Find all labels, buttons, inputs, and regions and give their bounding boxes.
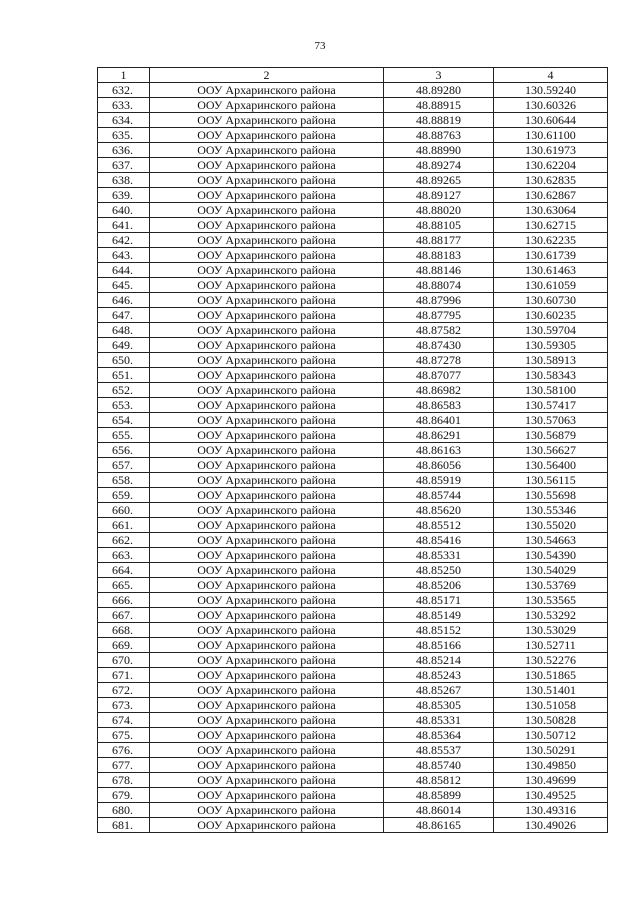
row-number-cell: 665. <box>98 578 150 593</box>
object-name-cell: ООУ Архаринского района <box>150 473 384 488</box>
row-number-cell: 660. <box>98 503 150 518</box>
longitude-cell: 130.53292 <box>494 608 608 623</box>
longitude-cell: 130.52276 <box>494 653 608 668</box>
longitude-cell: 130.56115 <box>494 473 608 488</box>
row-number-cell: 640. <box>98 203 150 218</box>
table-row <box>98 653 608 668</box>
object-name-cell: ООУ Архаринского района <box>150 758 384 773</box>
table-row <box>98 218 608 233</box>
longitude-cell: 130.49850 <box>494 758 608 773</box>
object-name-cell: ООУ Архаринского района <box>150 188 384 203</box>
longitude-cell: 130.61739 <box>494 248 608 263</box>
object-name-cell: ООУ Архаринского района <box>150 443 384 458</box>
latitude-cell: 48.85620 <box>384 503 494 518</box>
row-number-cell: 642. <box>98 233 150 248</box>
row-number-cell: 646. <box>98 293 150 308</box>
object-name-cell: ООУ Архаринского района <box>150 488 384 503</box>
latitude-cell: 48.87795 <box>384 308 494 323</box>
row-number-cell: 669. <box>98 638 150 653</box>
object-name-cell: ООУ Архаринского района <box>150 638 384 653</box>
object-name-cell: ООУ Архаринского района <box>150 128 384 143</box>
latitude-cell: 48.85206 <box>384 578 494 593</box>
table-row <box>98 578 608 593</box>
table-row <box>98 803 608 818</box>
row-number-cell: 656. <box>98 443 150 458</box>
longitude-cell: 130.50291 <box>494 743 608 758</box>
latitude-cell: 48.87996 <box>384 293 494 308</box>
latitude-cell: 48.88074 <box>384 278 494 293</box>
latitude-cell: 48.89274 <box>384 158 494 173</box>
row-number-cell: 638. <box>98 173 150 188</box>
object-name-cell: ООУ Архаринского района <box>150 518 384 533</box>
longitude-cell: 130.59305 <box>494 338 608 353</box>
row-number-cell: 655. <box>98 428 150 443</box>
longitude-cell: 130.49026 <box>494 818 608 833</box>
object-name-cell: ООУ Архаринского района <box>150 818 384 833</box>
longitude-cell: 130.61973 <box>494 143 608 158</box>
table-row <box>98 668 608 683</box>
table-row <box>98 293 608 308</box>
table-row <box>98 428 608 443</box>
object-name-cell: ООУ Архаринского района <box>150 608 384 623</box>
longitude-cell: 130.53565 <box>494 593 608 608</box>
latitude-cell: 48.87278 <box>384 353 494 368</box>
latitude-cell: 48.86982 <box>384 383 494 398</box>
table-row <box>98 743 608 758</box>
object-name-cell: ООУ Архаринского района <box>150 713 384 728</box>
table-row <box>98 758 608 773</box>
table-row <box>98 623 608 638</box>
row-number-cell: 647. <box>98 308 150 323</box>
table-row <box>98 398 608 413</box>
row-number-cell: 652. <box>98 383 150 398</box>
longitude-cell: 130.53769 <box>494 578 608 593</box>
latitude-cell: 48.85899 <box>384 788 494 803</box>
longitude-cell: 130.62204 <box>494 158 608 173</box>
row-number-cell: 675. <box>98 728 150 743</box>
table-row <box>98 83 608 98</box>
longitude-cell: 130.57063 <box>494 413 608 428</box>
table-row <box>98 98 608 113</box>
row-number-cell: 677. <box>98 758 150 773</box>
table-row <box>98 383 608 398</box>
object-name-cell: ООУ Архаринского района <box>150 293 384 308</box>
object-name-cell: ООУ Архаринского района <box>150 428 384 443</box>
table-row <box>98 608 608 623</box>
table-row <box>98 353 608 368</box>
table-row <box>98 503 608 518</box>
longitude-cell: 130.56627 <box>494 443 608 458</box>
longitude-cell: 130.61059 <box>494 278 608 293</box>
row-number-cell: 673. <box>98 698 150 713</box>
latitude-cell: 48.85512 <box>384 518 494 533</box>
table-row <box>98 368 608 383</box>
row-number-cell: 658. <box>98 473 150 488</box>
object-name-cell: ООУ Архаринского района <box>150 623 384 638</box>
longitude-cell: 130.52711 <box>494 638 608 653</box>
latitude-cell: 48.85267 <box>384 683 494 698</box>
row-number-cell: 672. <box>98 683 150 698</box>
object-name-cell: ООУ Архаринского района <box>150 203 384 218</box>
row-number-cell: 653. <box>98 398 150 413</box>
latitude-cell: 48.87582 <box>384 323 494 338</box>
table-row <box>98 458 608 473</box>
table-row <box>98 638 608 653</box>
row-number-cell: 666. <box>98 593 150 608</box>
table-row <box>98 338 608 353</box>
longitude-cell: 130.58100 <box>494 383 608 398</box>
latitude-cell: 48.89265 <box>384 173 494 188</box>
longitude-cell: 130.57417 <box>494 398 608 413</box>
row-number-cell: 671. <box>98 668 150 683</box>
object-name-cell: ООУ Архаринского района <box>150 773 384 788</box>
table-row <box>98 203 608 218</box>
row-number-cell: 634. <box>98 113 150 128</box>
longitude-cell: 130.56400 <box>494 458 608 473</box>
latitude-cell: 48.85243 <box>384 668 494 683</box>
latitude-cell: 48.86401 <box>384 413 494 428</box>
latitude-cell: 48.88990 <box>384 143 494 158</box>
longitude-cell: 130.61463 <box>494 263 608 278</box>
row-number-cell: 670. <box>98 653 150 668</box>
object-name-cell: ООУ Архаринского района <box>150 248 384 263</box>
latitude-cell: 48.85152 <box>384 623 494 638</box>
row-number-cell: 657. <box>98 458 150 473</box>
table-row <box>98 248 608 263</box>
table-row <box>98 233 608 248</box>
latitude-cell: 48.85171 <box>384 593 494 608</box>
longitude-cell: 130.53029 <box>494 623 608 638</box>
table-row <box>98 533 608 548</box>
latitude-cell: 48.88020 <box>384 203 494 218</box>
page-number: 73 <box>314 40 326 52</box>
row-number-cell: 668. <box>98 623 150 638</box>
table-row <box>98 308 608 323</box>
object-name-cell: ООУ Архаринского района <box>150 83 384 98</box>
latitude-cell: 48.85331 <box>384 548 494 563</box>
latitude-cell: 48.85305 <box>384 698 494 713</box>
longitude-cell: 130.51865 <box>494 668 608 683</box>
object-name-cell: ООУ Архаринского района <box>150 323 384 338</box>
table-row <box>98 158 608 173</box>
row-number-cell: 663. <box>98 548 150 563</box>
object-name-cell: ООУ Архаринского района <box>150 158 384 173</box>
longitude-cell: 130.58913 <box>494 353 608 368</box>
column-header-2: 2 <box>150 68 384 83</box>
row-number-cell: 649. <box>98 338 150 353</box>
table-row <box>98 443 608 458</box>
row-number-cell: 667. <box>98 608 150 623</box>
longitude-cell: 130.56879 <box>494 428 608 443</box>
longitude-cell: 130.60235 <box>494 308 608 323</box>
row-number-cell: 674. <box>98 713 150 728</box>
column-header-3: 3 <box>384 68 494 83</box>
latitude-cell: 48.85166 <box>384 638 494 653</box>
row-number-cell: 676. <box>98 743 150 758</box>
table-body <box>98 83 608 833</box>
latitude-cell: 48.86163 <box>384 443 494 458</box>
longitude-cell: 130.62867 <box>494 188 608 203</box>
object-name-cell: ООУ Архаринского района <box>150 353 384 368</box>
latitude-cell: 48.88183 <box>384 248 494 263</box>
table-row <box>98 173 608 188</box>
row-number-cell: 633. <box>98 98 150 113</box>
longitude-cell: 130.60326 <box>494 98 608 113</box>
longitude-cell: 130.62235 <box>494 233 608 248</box>
table-row <box>98 548 608 563</box>
column-header-1: 1 <box>98 68 150 83</box>
object-name-cell: ООУ Архаринского района <box>150 233 384 248</box>
table-row <box>98 143 608 158</box>
table-row <box>98 128 608 143</box>
latitude-cell: 48.85812 <box>384 773 494 788</box>
latitude-cell: 48.89280 <box>384 83 494 98</box>
latitude-cell: 48.86583 <box>384 398 494 413</box>
latitude-cell: 48.85149 <box>384 608 494 623</box>
table-row <box>98 263 608 278</box>
object-name-cell: ООУ Архаринского района <box>150 413 384 428</box>
object-name-cell: ООУ Архаринского района <box>150 533 384 548</box>
object-name-cell: ООУ Архаринского района <box>150 683 384 698</box>
row-number-cell: 637. <box>98 158 150 173</box>
object-name-cell: ООУ Архаринского района <box>150 578 384 593</box>
latitude-cell: 48.86291 <box>384 428 494 443</box>
object-name-cell: ООУ Архаринского района <box>150 698 384 713</box>
row-number-cell: 641. <box>98 218 150 233</box>
object-name-cell: ООУ Архаринского района <box>150 803 384 818</box>
row-number-cell: 650. <box>98 353 150 368</box>
longitude-cell: 130.55020 <box>494 518 608 533</box>
row-number-cell: 635. <box>98 128 150 143</box>
row-number-cell: 681. <box>98 818 150 833</box>
longitude-cell: 130.54663 <box>494 533 608 548</box>
latitude-cell: 48.88105 <box>384 218 494 233</box>
table-row <box>98 473 608 488</box>
longitude-cell: 130.63064 <box>494 203 608 218</box>
row-number-cell: 636. <box>98 143 150 158</box>
table-row <box>98 413 608 428</box>
object-name-cell: ООУ Архаринского района <box>150 668 384 683</box>
object-name-cell: ООУ Архаринского района <box>150 548 384 563</box>
table-row <box>98 773 608 788</box>
latitude-cell: 48.85416 <box>384 533 494 548</box>
row-number-cell: 654. <box>98 413 150 428</box>
row-number-cell: 659. <box>98 488 150 503</box>
table-row <box>98 683 608 698</box>
object-name-cell: ООУ Архаринского района <box>150 338 384 353</box>
latitude-cell: 48.86056 <box>384 458 494 473</box>
object-name-cell: ООУ Архаринского района <box>150 368 384 383</box>
object-name-cell: ООУ Архаринского района <box>150 173 384 188</box>
longitude-cell: 130.49316 <box>494 803 608 818</box>
object-name-cell: ООУ Архаринского района <box>150 308 384 323</box>
latitude-cell: 48.88915 <box>384 98 494 113</box>
row-number-cell: 662. <box>98 533 150 548</box>
latitude-cell: 48.87077 <box>384 368 494 383</box>
longitude-cell: 130.59704 <box>494 323 608 338</box>
longitude-cell: 130.51401 <box>494 683 608 698</box>
row-number-cell: 679. <box>98 788 150 803</box>
row-number-cell: 639. <box>98 188 150 203</box>
object-name-cell: ООУ Архаринского района <box>150 398 384 413</box>
object-name-cell: ООУ Архаринского района <box>150 143 384 158</box>
row-number-cell: 664. <box>98 563 150 578</box>
latitude-cell: 48.85740 <box>384 758 494 773</box>
longitude-cell: 130.55698 <box>494 488 608 503</box>
row-number-cell: 645. <box>98 278 150 293</box>
row-number-cell: 680. <box>98 803 150 818</box>
latitude-cell: 48.88763 <box>384 128 494 143</box>
latitude-cell: 48.85537 <box>384 743 494 758</box>
latitude-cell: 48.85364 <box>384 728 494 743</box>
table-row <box>98 698 608 713</box>
latitude-cell: 48.85331 <box>384 713 494 728</box>
row-number-cell: 661. <box>98 518 150 533</box>
longitude-cell: 130.51058 <box>494 698 608 713</box>
table-row <box>98 188 608 203</box>
table-row <box>98 728 608 743</box>
row-number-cell: 644. <box>98 263 150 278</box>
longitude-cell: 130.58343 <box>494 368 608 383</box>
table-row <box>98 323 608 338</box>
object-name-cell: ООУ Архаринского района <box>150 98 384 113</box>
longitude-cell: 130.54029 <box>494 563 608 578</box>
table-row <box>98 788 608 803</box>
table-header-row <box>98 68 608 83</box>
object-name-cell: ООУ Архаринского района <box>150 218 384 233</box>
row-number-cell: 678. <box>98 773 150 788</box>
table-row <box>98 713 608 728</box>
table-row <box>98 278 608 293</box>
longitude-cell: 130.62835 <box>494 173 608 188</box>
latitude-cell: 48.85919 <box>384 473 494 488</box>
longitude-cell: 130.55346 <box>494 503 608 518</box>
object-name-cell: ООУ Архаринского района <box>150 563 384 578</box>
longitude-cell: 130.54390 <box>494 548 608 563</box>
object-name-cell: ООУ Архаринского района <box>150 593 384 608</box>
table-row <box>98 563 608 578</box>
longitude-cell: 130.50828 <box>494 713 608 728</box>
latitude-cell: 48.85250 <box>384 563 494 578</box>
longitude-cell: 130.59240 <box>494 83 608 98</box>
latitude-cell: 48.88177 <box>384 233 494 248</box>
row-number-cell: 643. <box>98 248 150 263</box>
object-name-cell: ООУ Архаринского района <box>150 458 384 473</box>
longitude-cell: 130.60730 <box>494 293 608 308</box>
latitude-cell: 48.88146 <box>384 263 494 278</box>
latitude-cell: 48.88819 <box>384 113 494 128</box>
longitude-cell: 130.61100 <box>494 128 608 143</box>
longitude-cell: 130.49699 <box>494 773 608 788</box>
object-name-cell: ООУ Архаринского района <box>150 278 384 293</box>
table-row <box>98 518 608 533</box>
longitude-cell: 130.49525 <box>494 788 608 803</box>
latitude-cell: 48.85214 <box>384 653 494 668</box>
object-name-cell: ООУ Архаринского района <box>150 383 384 398</box>
coordinates-table <box>97 67 608 833</box>
column-header-4: 4 <box>494 68 608 83</box>
latitude-cell: 48.85744 <box>384 488 494 503</box>
longitude-cell: 130.62715 <box>494 218 608 233</box>
object-name-cell: ООУ Архаринского района <box>150 788 384 803</box>
table-row <box>98 593 608 608</box>
table-row <box>98 818 608 833</box>
object-name-cell: ООУ Архаринского района <box>150 503 384 518</box>
object-name-cell: ООУ Архаринского района <box>150 743 384 758</box>
latitude-cell: 48.86014 <box>384 803 494 818</box>
object-name-cell: ООУ Архаринского района <box>150 653 384 668</box>
table-row <box>98 113 608 128</box>
latitude-cell: 48.89127 <box>384 188 494 203</box>
latitude-cell: 48.87430 <box>384 338 494 353</box>
longitude-cell: 130.50712 <box>494 728 608 743</box>
object-name-cell: ООУ Архаринского района <box>150 113 384 128</box>
latitude-cell: 48.86165 <box>384 818 494 833</box>
longitude-cell: 130.60644 <box>494 113 608 128</box>
row-number-cell: 651. <box>98 368 150 383</box>
row-number-cell: 632. <box>98 83 150 98</box>
object-name-cell: ООУ Архаринского района <box>150 263 384 278</box>
object-name-cell: ООУ Архаринского района <box>150 728 384 743</box>
row-number-cell: 648. <box>98 323 150 338</box>
table-row <box>98 488 608 503</box>
